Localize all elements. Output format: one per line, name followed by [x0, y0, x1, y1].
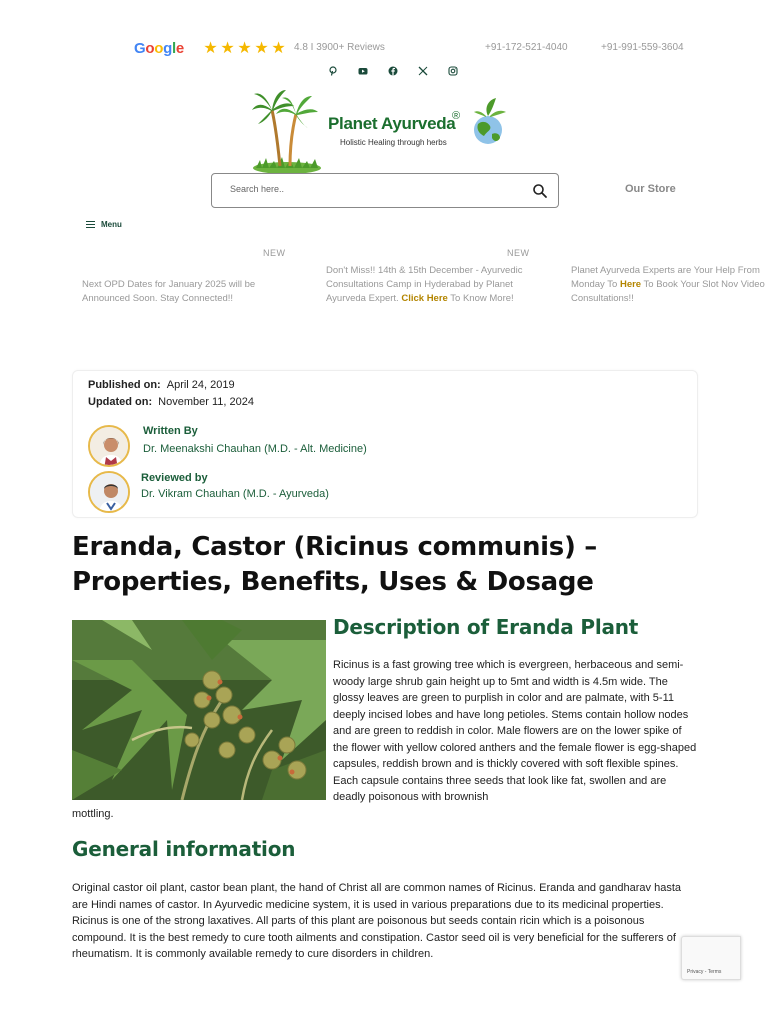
description-paragraph-end: mottling.	[72, 808, 114, 820]
phone-link-1[interactable]: +91-172-521-4040	[485, 42, 568, 53]
brand-logo[interactable]	[252, 88, 512, 174]
recaptcha-badge[interactable]	[681, 936, 741, 980]
news-item	[571, 264, 768, 306]
news-item[interactable]	[82, 278, 292, 306]
castor-plant-image	[72, 620, 326, 800]
description-heading: Description of Eranda Plant	[333, 615, 639, 639]
x-icon[interactable]	[408, 64, 438, 78]
brand-name: Planet Ayurveda	[328, 114, 456, 133]
description-paragraph: Ricinus is a fast growing tree which is evergreen, herbaceous and semi-woody large shrub gain height up to 5mt and width is 4.5m wide. The glossy leaves are green to purplish in color and are palmate, with 5-11 deeply incised lobes and have long petioles. Stems contain hollow nodes and are green to reddish in color. Male flowers are on the lower spike of the flower with yellow colored anthers and the female flower is egg-shaped capsules, reddish brown and is thickly covered with soft flexible spines. Each capsule contains three seeds that look like fat, swollen and are deadly poisonous with brownish	[333, 659, 697, 803]
news-text-after: To Book Your Slot Nov Video Consultations!!	[571, 279, 765, 304]
author-avatar[interactable]	[88, 425, 130, 467]
rating-text[interactable]: 4.8 I 3900+ Reviews	[294, 42, 385, 53]
news-text: Planet Ayurveda Experts are Your Help From Monday To	[571, 265, 760, 290]
google-logo-letter: e	[175, 40, 184, 57]
google-logo[interactable]	[134, 40, 184, 57]
instagram-icon[interactable]	[438, 64, 468, 78]
top-bar	[0, 38, 768, 58]
star-icon: ★	[254, 40, 269, 57]
menu-label: Menu	[101, 220, 122, 229]
news-new-badge: NEW	[507, 248, 530, 258]
click-here-link[interactable]: Click Here	[401, 293, 448, 304]
youtube-icon[interactable]	[348, 64, 378, 78]
article-title: Eranda, Castor (Ricinus communis) – Properties, Benefits, Uses & Dosage	[72, 532, 597, 597]
news-text: Don't Miss!! 14th & 15th December - Ayurvedic Consultations Camp in Hyderabad by Planet Ayurveda Expert.	[326, 265, 523, 304]
news-new-badge: NEW	[263, 248, 286, 258]
news-text: Next OPD Dates for January 2025 will be Announced Soon. Stay Connected!!	[82, 279, 256, 304]
updated-date: Updated on: November 11, 2024	[88, 396, 254, 408]
our-store-link[interactable]: Our Store	[625, 183, 676, 195]
pinterest-icon[interactable]	[318, 64, 348, 78]
reviewer-avatar[interactable]	[88, 471, 130, 513]
hamburger-icon	[86, 221, 95, 228]
google-logo-letter: G	[134, 40, 146, 57]
search-input[interactable]	[230, 184, 510, 194]
registered-mark: ®	[452, 110, 461, 122]
star-icon: ★	[271, 40, 286, 57]
google-logo-letter: o	[145, 40, 155, 57]
phone-link-2[interactable]: +91-991-559-3604	[601, 42, 684, 53]
news-text-after: To Know More!	[447, 293, 514, 304]
google-logo-letter: l	[172, 40, 176, 57]
facebook-icon[interactable]	[378, 64, 408, 78]
menu-button[interactable]	[86, 220, 122, 229]
search-box	[211, 173, 559, 208]
general-info-heading: General information	[72, 837, 296, 861]
brand-tagline: Holistic Healing through herbs	[340, 138, 447, 147]
published-date: Published on: April 24, 2019	[88, 379, 235, 391]
star-icon: ★	[237, 40, 252, 57]
star-icon: ★	[203, 40, 218, 57]
recaptcha-links[interactable]: Privacy - Terms	[687, 969, 722, 975]
here-link[interactable]: Here	[619, 279, 642, 290]
social-links	[318, 64, 468, 78]
reviewer-name-link[interactable]: Dr. Vikram Chauhan (M.D. - Ayurveda)	[141, 488, 329, 500]
star-icon: ★	[220, 40, 235, 57]
google-logo-letter: o	[154, 40, 164, 57]
author-name-link[interactable]: Dr. Meenakshi Chauhan (M.D. - Alt. Medicine)	[143, 443, 367, 455]
search-icon[interactable]	[532, 183, 548, 199]
article-meta-card	[72, 370, 698, 518]
general-info-paragraph: Original castor oil plant, castor bean plant, the hand of Christ all are common names of Ricinus. Eranda and gandharav hasta are Hindi names of castor. In Ayurvedic medicine system, it is used in various preparations due to its medicinal properties. Ricinus is one of the strong laxatives. All parts of this plant are poisonous but seeds contain ricin which is a poisonous compound. It is the best remedy to cure tooth ailments and constipation. Castor seed oil is very beneficial for the sufferers of rheumatism. It is commonly available remedy to cure disorders in children.	[72, 882, 682, 960]
news-item	[326, 264, 526, 306]
rating-stars	[202, 38, 287, 58]
news-ticker	[0, 248, 768, 328]
google-logo-letter: g	[163, 40, 172, 57]
written-by-label: Written By	[143, 425, 198, 437]
reviewed-by-label: Reviewed by	[141, 472, 208, 484]
